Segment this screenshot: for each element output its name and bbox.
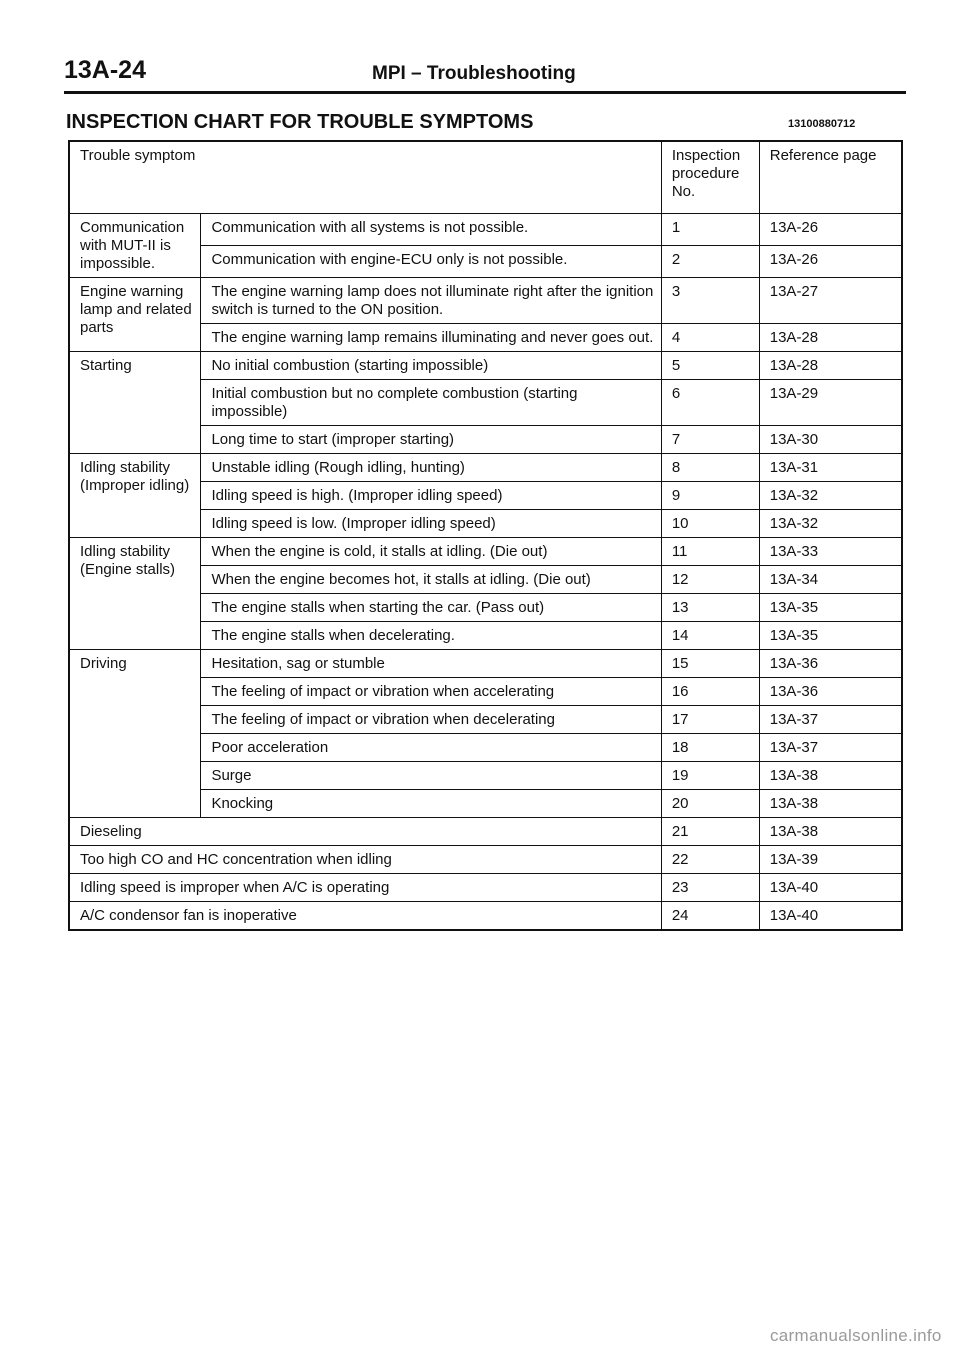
reference-page: 13A-27 (759, 277, 902, 323)
reference-page: 13A-28 (759, 351, 902, 379)
symptom-category: Communication with MUT-II is impossible. (69, 213, 201, 277)
header-trouble-symptom: Trouble symptom (69, 141, 661, 213)
reference-page: 13A-28 (759, 323, 902, 351)
symptom-description: Knocking (201, 789, 661, 817)
inspection-procedure-number: 17 (661, 705, 759, 733)
table-row (69, 649, 902, 677)
table-row (69, 901, 902, 930)
table-row (69, 351, 902, 379)
page-number: 13A-24 (64, 56, 146, 84)
inspection-procedure-number: 10 (661, 509, 759, 537)
inspection-procedure-number: 6 (661, 379, 759, 425)
symptom-description: Too high CO and HC concentration when idling (69, 845, 661, 873)
inspection-procedure-number: 18 (661, 733, 759, 761)
inspection-procedure-number: 14 (661, 621, 759, 649)
inspection-procedure-number: 7 (661, 425, 759, 453)
symptom-description: Initial combustion but no complete combustion (starting impossible) (201, 379, 661, 425)
inspection-procedure-number: 3 (661, 277, 759, 323)
symptom-category: Starting (69, 351, 201, 453)
reference-page: 13A-30 (759, 425, 902, 453)
symptom-description: Communication with all systems is not possible. (201, 213, 661, 245)
table-row (69, 213, 902, 245)
inspection-procedure-number: 23 (661, 873, 759, 901)
header-inspection-procedure: Inspection procedure No. (661, 141, 759, 213)
header-divider (64, 91, 906, 94)
symptom-description: The feeling of impact or vibration when decelerating (201, 705, 661, 733)
inspection-procedure-number: 8 (661, 453, 759, 481)
reference-page: 13A-36 (759, 677, 902, 705)
symptom-description: Communication with engine-ECU only is not possible. (201, 245, 661, 277)
reference-page: 13A-35 (759, 593, 902, 621)
symptom-description: The engine warning lamp remains illuminating and never goes out. (201, 323, 661, 351)
document-code: 13100880712 (788, 118, 856, 130)
trouble-symptom-table (68, 140, 903, 931)
symptom-description: No initial combustion (starting impossible) (201, 351, 661, 379)
reference-page: 13A-36 (759, 649, 902, 677)
reference-page: 13A-34 (759, 565, 902, 593)
table-row (69, 817, 902, 845)
header-title: MPI – Troubleshooting (372, 63, 576, 84)
symptom-description: The engine stalls when decelerating. (201, 621, 661, 649)
inspection-procedure-number: 20 (661, 789, 759, 817)
table-row (69, 453, 902, 481)
symptom-description: Idling speed is high. (Improper idling speed) (201, 481, 661, 509)
reference-page: 13A-40 (759, 873, 902, 901)
inspection-procedure-number: 4 (661, 323, 759, 351)
table-body (69, 213, 902, 930)
reference-page: 13A-40 (759, 901, 902, 930)
symptom-category: Idling stability (Improper idling) (69, 453, 201, 537)
reference-page: 13A-37 (759, 705, 902, 733)
symptom-description: When the engine is cold, it stalls at idling. (Die out) (201, 537, 661, 565)
inspection-procedure-number: 21 (661, 817, 759, 845)
inspection-procedure-number: 2 (661, 245, 759, 277)
symptom-category: Idling stability (Engine stalls) (69, 537, 201, 649)
table-row (69, 845, 902, 873)
reference-page: 13A-29 (759, 379, 902, 425)
inspection-procedure-number: 15 (661, 649, 759, 677)
inspection-procedure-number: 5 (661, 351, 759, 379)
reference-page: 13A-35 (759, 621, 902, 649)
symptom-description: Idling speed is improper when A/C is operating (69, 873, 661, 901)
reference-page: 13A-32 (759, 509, 902, 537)
symptom-description: Idling speed is low. (Improper idling speed) (201, 509, 661, 537)
watermark: carmanualsonline.info (770, 1326, 942, 1345)
reference-page: 13A-31 (759, 453, 902, 481)
reference-page: 13A-38 (759, 817, 902, 845)
inspection-procedure-number: 1 (661, 213, 759, 245)
symptom-description: The feeling of impact or vibration when accelerating (201, 677, 661, 705)
symptom-description: Dieseling (69, 817, 661, 845)
table-row (69, 277, 902, 323)
symptom-description: A/C condensor fan is inoperative (69, 901, 661, 930)
inspection-procedure-number: 16 (661, 677, 759, 705)
reference-page: 13A-26 (759, 245, 902, 277)
symptom-description: The engine stalls when starting the car. (Pass out) (201, 593, 661, 621)
symptom-description: When the engine becomes hot, it stalls at idling. (Die out) (201, 565, 661, 593)
header-reference-page: Reference page (759, 141, 902, 213)
reference-page: 13A-37 (759, 733, 902, 761)
inspection-procedure-number: 13 (661, 593, 759, 621)
section-title: INSPECTION CHART FOR TROUBLE SYMPTOMS (66, 111, 534, 133)
inspection-procedure-number: 12 (661, 565, 759, 593)
symptom-description: Surge (201, 761, 661, 789)
reference-page: 13A-26 (759, 213, 902, 245)
inspection-procedure-number: 9 (661, 481, 759, 509)
symptom-description: Poor acceleration (201, 733, 661, 761)
inspection-procedure-number: 11 (661, 537, 759, 565)
symptom-description: Hesitation, sag or stumble (201, 649, 661, 677)
inspection-procedure-number: 24 (661, 901, 759, 930)
symptom-description: The engine warning lamp does not illuminate right after the ignition switch is turned to the ON position. (201, 277, 661, 323)
inspection-procedure-number: 22 (661, 845, 759, 873)
reference-page: 13A-38 (759, 789, 902, 817)
symptom-description: Long time to start (improper starting) (201, 425, 661, 453)
symptom-description: Unstable idling (Rough idling, hunting) (201, 453, 661, 481)
inspection-procedure-number: 19 (661, 761, 759, 789)
reference-page: 13A-33 (759, 537, 902, 565)
table-header-row (69, 141, 902, 213)
reference-page: 13A-39 (759, 845, 902, 873)
table-row (69, 873, 902, 901)
table-row (69, 537, 902, 565)
symptom-category: Driving (69, 649, 201, 817)
symptom-category: Engine warning lamp and related parts (69, 277, 201, 351)
reference-page: 13A-32 (759, 481, 902, 509)
reference-page: 13A-38 (759, 761, 902, 789)
